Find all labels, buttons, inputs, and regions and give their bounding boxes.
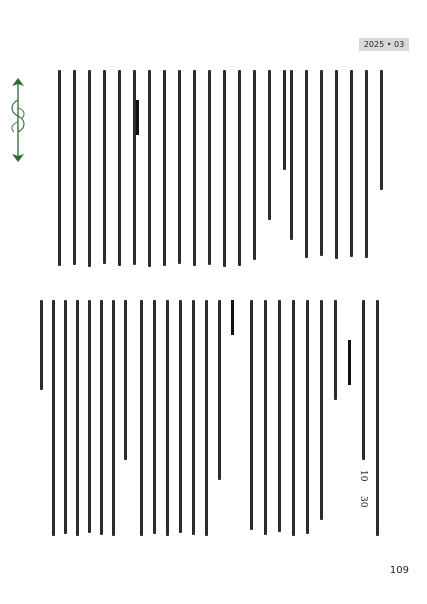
section-heading	[231, 300, 234, 335]
text-column	[253, 70, 256, 260]
text-column	[76, 300, 79, 536]
text-block-top-center	[58, 70, 288, 270]
text-block-bottom-right	[250, 300, 395, 560]
text-column	[306, 300, 309, 534]
text-column	[52, 300, 55, 536]
text-column	[320, 70, 323, 256]
text-column	[208, 70, 211, 265]
text-column	[179, 300, 182, 533]
text-column	[124, 300, 127, 460]
issue-badge: 2025 • 03	[359, 38, 409, 51]
text-block-top-right	[290, 70, 390, 260]
text-column	[305, 70, 308, 258]
text-column	[380, 70, 383, 190]
section-heading	[348, 340, 351, 385]
text-column	[118, 70, 121, 266]
text-column	[268, 70, 271, 220]
text-column	[58, 70, 61, 266]
text-block-bottom-left	[40, 300, 140, 560]
text-column	[218, 300, 221, 480]
text-column	[250, 300, 253, 530]
text-column	[64, 300, 67, 534]
section-heading	[136, 100, 139, 135]
inline-number: 30	[358, 496, 368, 508]
text-column	[88, 70, 91, 267]
text-column	[163, 70, 166, 266]
text-column	[112, 300, 115, 536]
text-column	[334, 300, 337, 400]
text-column	[103, 70, 106, 264]
text-column	[205, 300, 208, 536]
decorative-vine-icon	[0, 70, 36, 170]
text-column	[166, 300, 169, 536]
text-column	[223, 70, 226, 267]
text-column	[365, 70, 368, 258]
text-column	[290, 70, 293, 240]
inline-number: 10	[358, 470, 368, 482]
text-column	[362, 300, 365, 460]
page-number: 109	[389, 565, 409, 576]
text-column	[278, 300, 281, 532]
text-column	[153, 300, 156, 534]
text-column	[320, 300, 323, 520]
text-column	[335, 70, 338, 259]
text-column	[264, 300, 267, 535]
text-column	[292, 300, 295, 536]
text-column	[238, 70, 241, 266]
text-column	[148, 70, 151, 267]
text-column	[178, 70, 181, 264]
text-column	[283, 70, 286, 170]
text-column	[140, 300, 143, 536]
text-column	[350, 70, 353, 257]
text-column	[100, 300, 103, 535]
text-column	[376, 300, 379, 536]
text-column	[193, 70, 196, 266]
text-column	[73, 70, 76, 265]
text-column	[192, 300, 195, 535]
text-block-bottom-center	[140, 300, 245, 560]
text-column	[40, 300, 43, 390]
text-column	[88, 300, 91, 533]
